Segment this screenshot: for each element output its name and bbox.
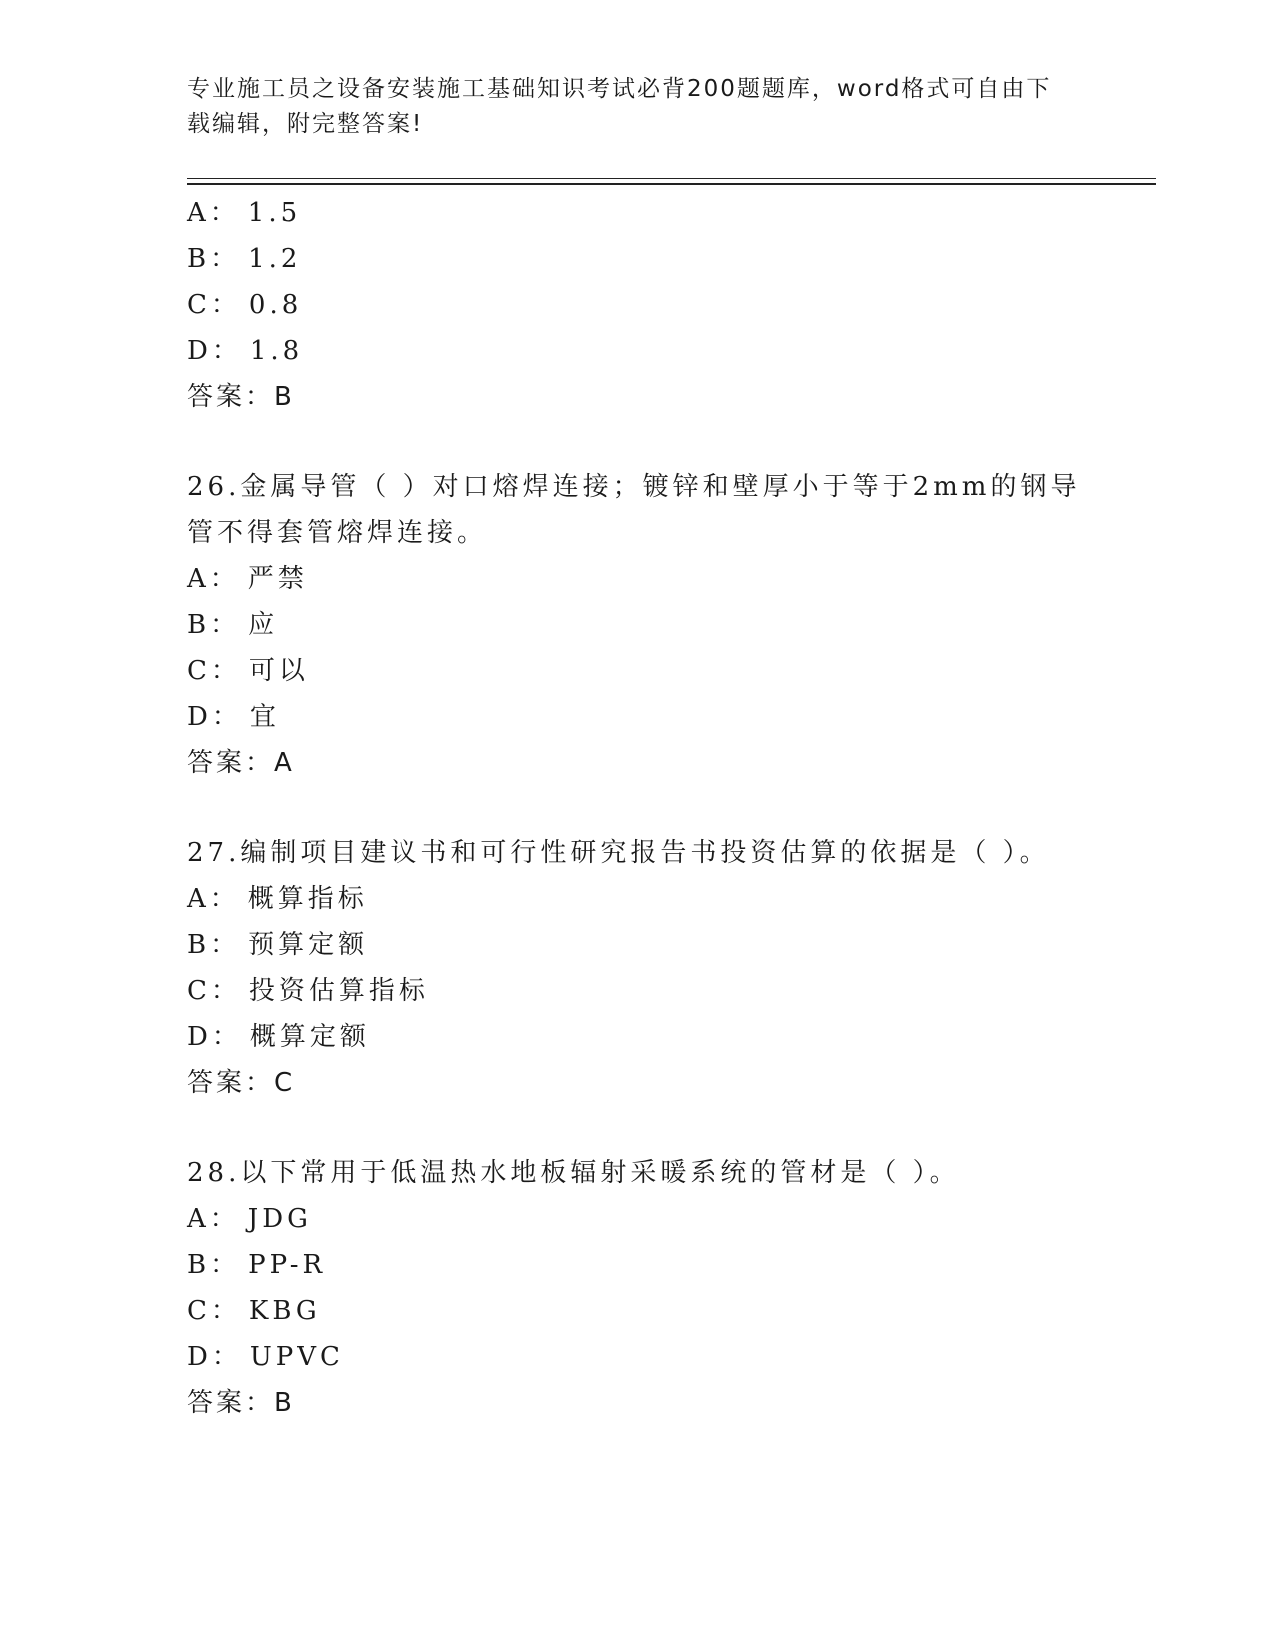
option-b: B： 1.2 [187, 244, 302, 274]
option-a: A： JDG [187, 1204, 312, 1234]
question-stem: 26.金属导管（ ）对口熔焊连接；镀锌和壁厚小于等于2mm的钢导管不得套管熔焊连接。 [187, 472, 1081, 548]
answer-line: 答案：C [187, 1068, 296, 1098]
question-25 [187, 190, 1087, 420]
option-c: C： 0.8 [187, 290, 303, 320]
option-a: A： 1.5 [187, 198, 302, 228]
answer-line: 答案：B [187, 382, 295, 412]
option-b: B： 应 [187, 610, 279, 640]
option-d: D： 概算定额 [187, 1022, 370, 1052]
option-d: D： UPVC [187, 1342, 344, 1372]
question-stem: 27.编制项目建议书和可行性研究报告书投资估算的依据是（ ）。 [187, 838, 1050, 868]
question-28 [187, 1150, 1087, 1426]
question-26 [187, 464, 1087, 786]
question-stem: 28.以下常用于低温热水地板辐射采暖系统的管材是（ ）。 [187, 1158, 960, 1188]
answer-line: 答案：B [187, 1388, 295, 1418]
option-d: D： 1.8 [187, 336, 304, 366]
option-c: C： 可以 [187, 656, 309, 686]
option-c: C： KBG [187, 1296, 321, 1326]
answer-line: 答案：A [187, 748, 295, 778]
question-gap [187, 1106, 1087, 1150]
option-d: D： 宜 [187, 702, 280, 732]
document-header: 专业施工员之设备安装施工基础知识考试必背200题题库，word格式可自由下载编辑，附完整答案! [187, 76, 1052, 137]
header-rule-thin [187, 178, 1156, 179]
option-a: A： 严禁 [187, 564, 308, 594]
option-c: C： 投资估算指标 [187, 976, 429, 1006]
header-rule-thick [187, 183, 1156, 185]
question-27 [187, 830, 1087, 1106]
option-a: A： 概算指标 [187, 884, 368, 914]
option-b: B： PP-R [187, 1250, 327, 1280]
question-gap [187, 420, 1087, 464]
option-b: B： 预算定额 [187, 930, 369, 960]
question-list [187, 190, 1087, 1426]
question-gap [187, 786, 1087, 830]
